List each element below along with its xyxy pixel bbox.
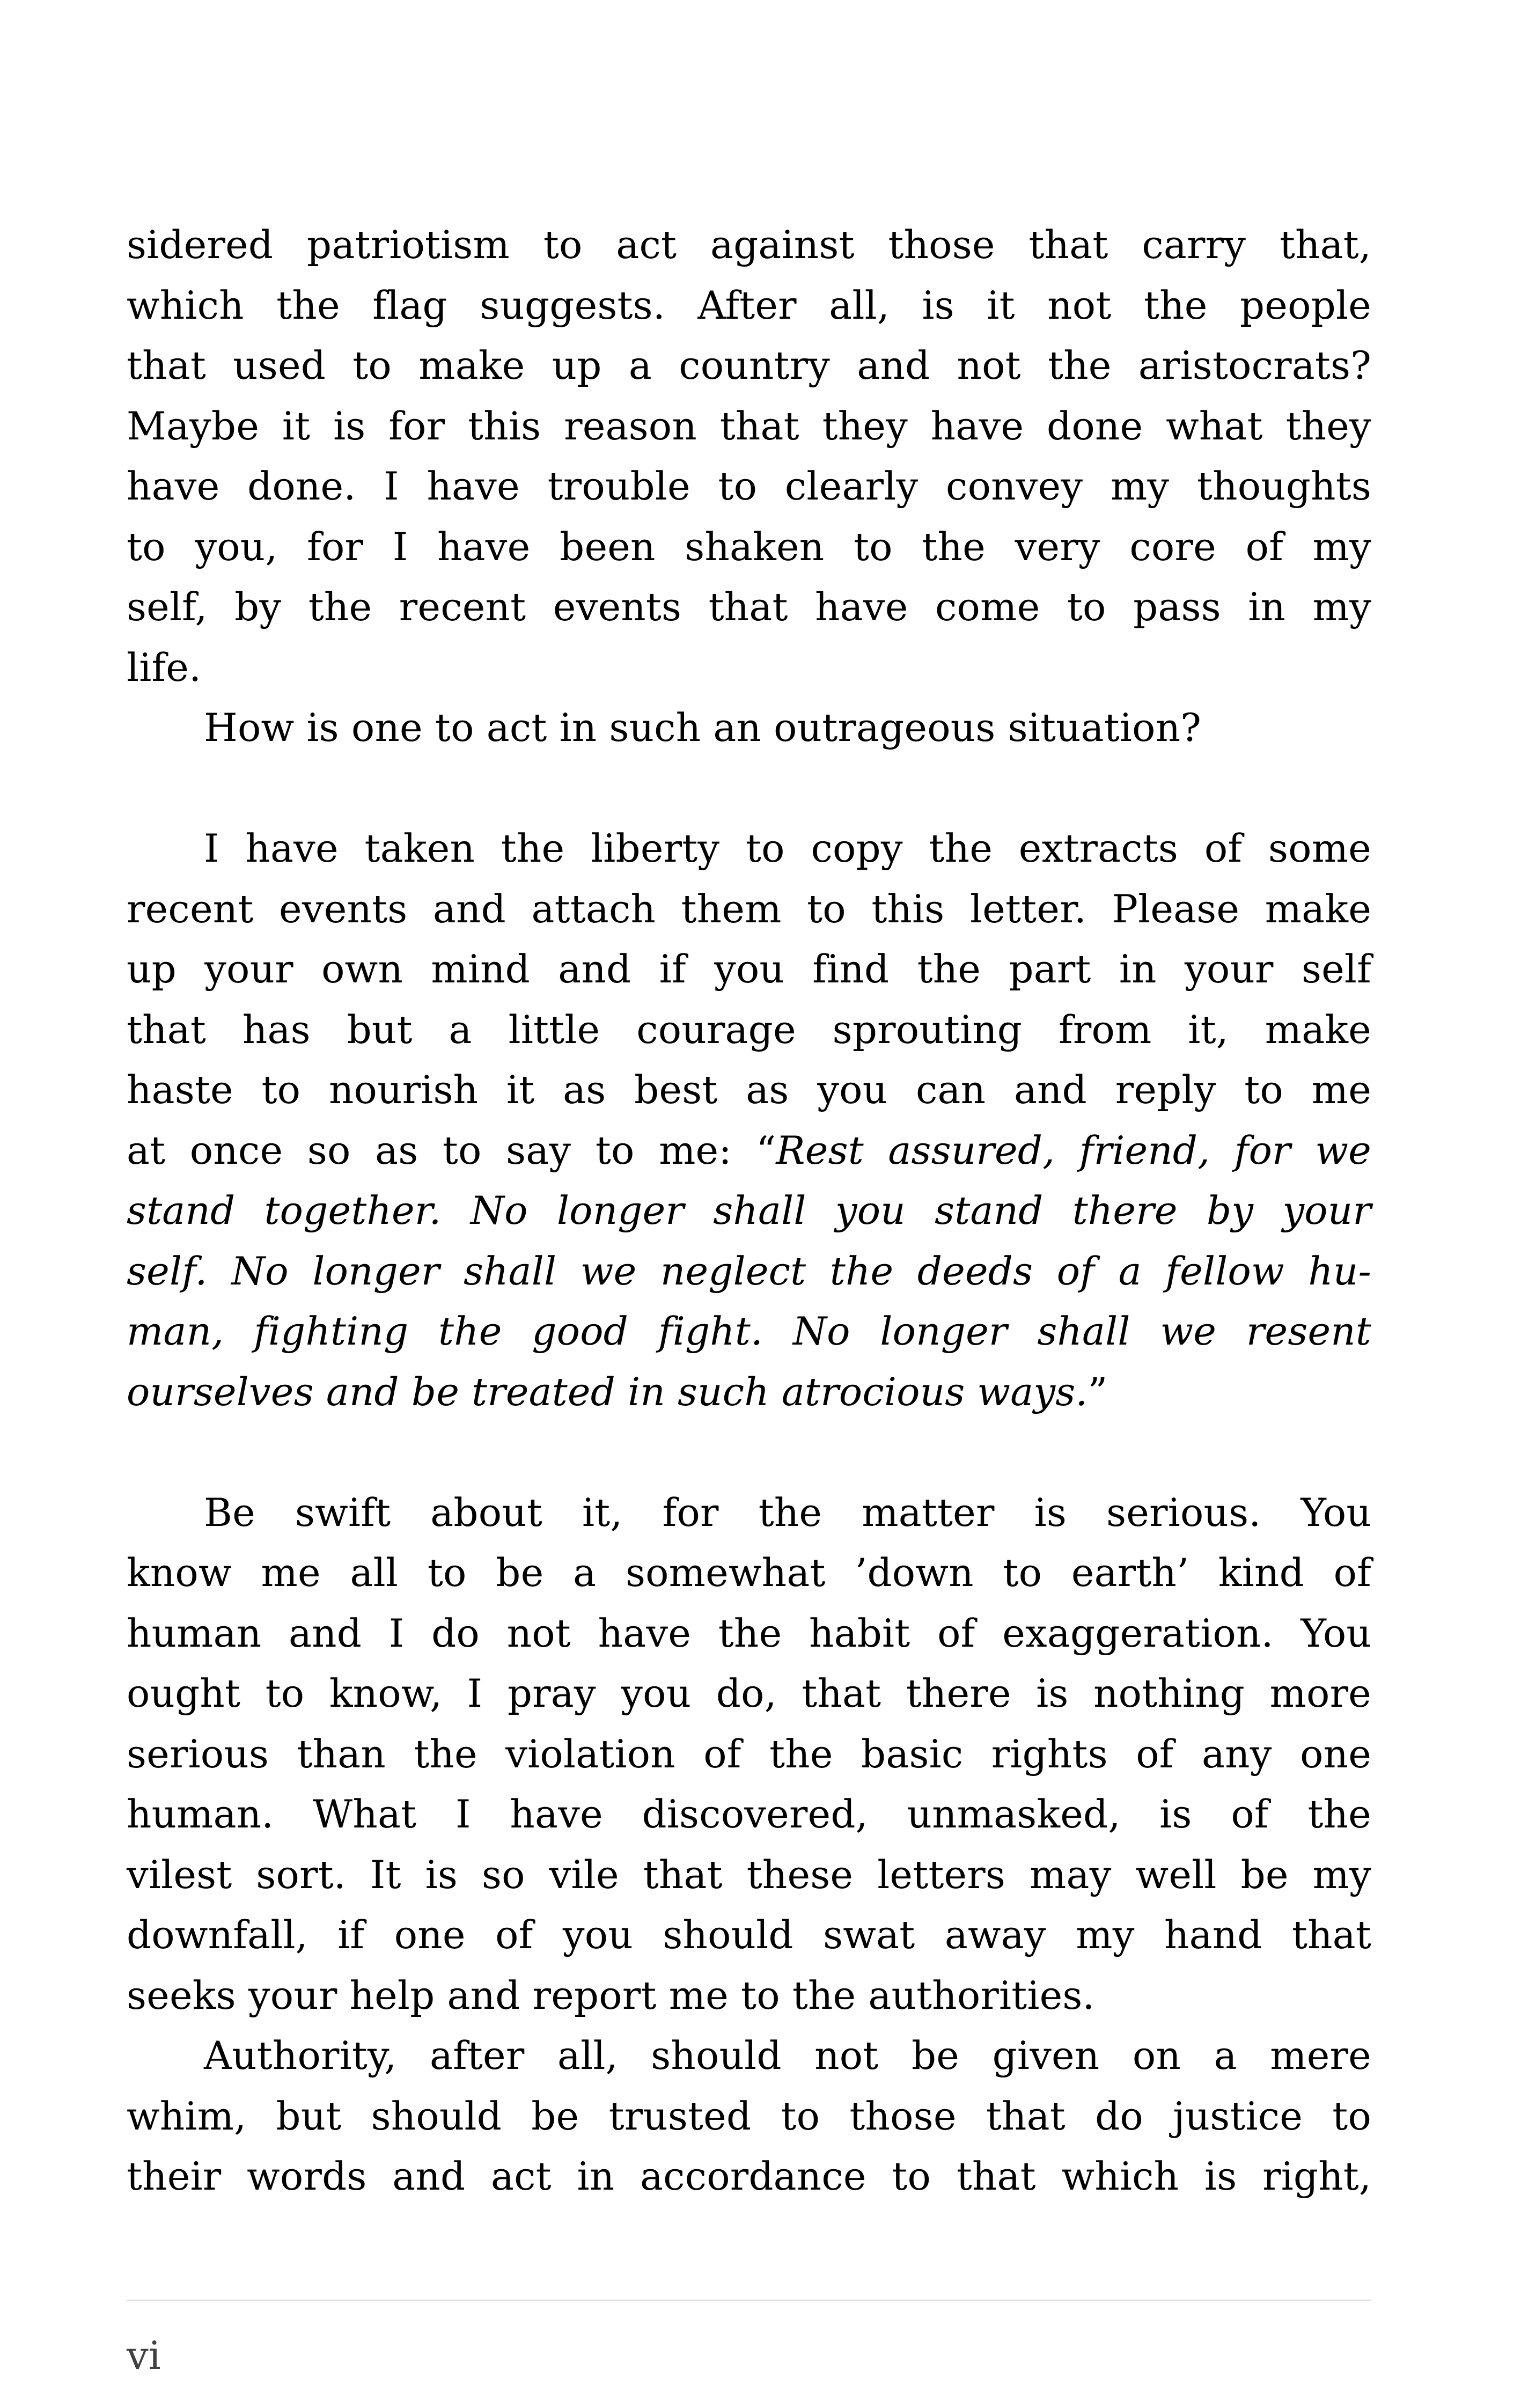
text-line: seeks your help and report me to the authorities.: [127, 1972, 1095, 2018]
text-line: I have taken the liberty to copy the extracts of some: [204, 826, 1371, 871]
footer-divider: [127, 2300, 1371, 2301]
text-line: human and I do not have the habit of exaggeration. You: [127, 1610, 1371, 1656]
page-number: vi: [127, 2333, 161, 2378]
quoted-text: Rest assured, friend, for we: [776, 1127, 1371, 1173]
text-line-mixed: [127, 1362, 1371, 1422]
text-line: self, by the recent events that have come to pass in my: [127, 584, 1371, 629]
page-body: [127, 215, 1371, 2207]
text-line: How is one to act in such an outrageous situation?: [204, 705, 1202, 750]
text-line: recent events and attach them to this letter. Please make: [127, 886, 1371, 931]
paragraph-gap: [127, 1422, 1371, 1482]
text-line: up your own mind and if you find the part in your self: [127, 946, 1371, 992]
paragraph: [127, 1482, 1371, 2026]
paragraph: [127, 698, 1371, 758]
text-line: serious than the violation of the basic rights of any one: [127, 1731, 1371, 1776]
paragraph-gap: [127, 758, 1371, 819]
text-line: life.: [127, 644, 202, 690]
text-line: that used to make up a country and not the aristocrats?: [127, 343, 1371, 388]
text-line-mixed: [127, 1120, 1371, 1181]
text-line: ought to know, I pray you do, that there is nothing more: [127, 1671, 1371, 1716]
text-line: downfall, if one of you should swat away my hand that: [127, 1912, 1371, 1957]
text-line: to you, for I have been shaken to the very core of my: [127, 524, 1371, 569]
quoted-text-line: self. No longer shall we neglect the deeds of a fellow hu-: [127, 1248, 1371, 1294]
text-line: sidered patriotism to act against those that carry that,: [127, 222, 1371, 267]
text-line: Authority, after all, should not be given on a mere: [204, 2033, 1371, 2078]
paragraph: [127, 2025, 1371, 2207]
text-line: their words and act in accordance to that which is right,: [127, 2154, 1371, 2199]
text-line: haste to nourish it as best as you can and reply to me: [127, 1067, 1371, 1112]
text-line: know me all to be a somewhat ’down to earth’ kind of: [127, 1550, 1371, 1595]
roman-text: at once so as to say to me: “: [127, 1127, 776, 1173]
text-line: which the flag suggests. After all, is it not the people: [127, 282, 1371, 328]
text-line: that has but a little courage sprouting from it, make: [127, 1007, 1371, 1052]
text-line: Be swift about it, for the matter is serious. You: [204, 1489, 1371, 1535]
closing-quote: ”: [1088, 1369, 1108, 1414]
text-line: human. What I have discovered, unmasked, is of the: [127, 1792, 1371, 1837]
quoted-text: ourselves and be treated in such atrocious ways.: [127, 1369, 1088, 1414]
quoted-text-line: stand together. No longer shall you stand there by your: [127, 1188, 1371, 1233]
paragraph: [127, 215, 1371, 698]
text-line: have done. I have trouble to clearly convey my thoughts: [127, 464, 1371, 509]
text-line: vilest sort. It is so vile that these letters may well be my: [127, 1852, 1371, 1897]
text-line: Maybe it is for this reason that they have done what they: [127, 403, 1371, 449]
text-line: whim, but should be trusted to those that do justice to: [127, 2093, 1371, 2139]
quoted-text-line: man, fighting the good fight. No longer shall we resent: [127, 1309, 1371, 1354]
paragraph: [127, 818, 1371, 1422]
